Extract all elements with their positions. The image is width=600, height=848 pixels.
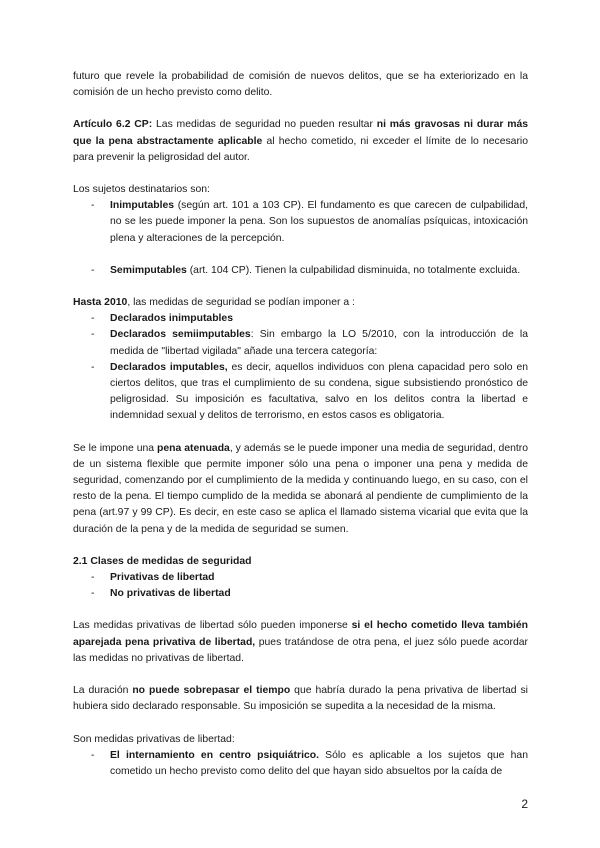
sujetos-intro: Los sujetos destinatarios son:	[73, 184, 210, 196]
son-medidas-list	[73, 748, 528, 780]
document-page	[73, 69, 528, 780]
sujetos-list	[73, 198, 528, 279]
page-number: 2	[521, 797, 528, 811]
article-label: Artículo 6.2 CP:	[73, 119, 153, 131]
paragraph-pena-atenuada: Se le impone una pena atenuada, y además se le puede imponer una media de seguridad, dentro de un sistema flexible que permite imponer sólo una pena o imponer una pena y medida de seguridad, comenzando por el cumplimiento de la medida y continuando luego, en su caso, con el resto de la pena. El tiempo cumplido de la medida se abonará al pendiente de cumplimiento de la pena (art.97 y 99 CP). Es decir, en este caso se aplica el llamado sistema vicarial que evita que la duración de la pena y de la medida de seguridad se sumen.	[73, 442, 528, 535]
hasta-2010-intro: Hasta 2010, las medidas de seguridad se podían imponer a :	[73, 297, 355, 309]
list-item: - Declarados imputables, es decir, aquellos individuos con plena capacidad pero solo en ciertos delitos, que tras el cumplimiento de su condena, sigue subsistiendo pronóstico de peligrosidad. Su imposición es facultativa, salvo en los delitos contra la libertad e indemnidad sexual y delitos de terrorismo, en estos casos es obligatoria.	[91, 361, 528, 422]
clases-list	[73, 570, 528, 602]
list-item: - Privativas de libertad	[91, 572, 215, 584]
list-item: - No privativas de libertad	[91, 588, 231, 600]
section-heading: 2.1 Clases de medidas de seguridad	[73, 555, 252, 567]
paragraph-articulo-6-2: Artículo 6.2 CP: Las medidas de seguridad no pueden resultar ni más gravosas ni durar más que la pena abstractamente aplicable al hecho cometido, ni exceder el límite de lo necesario para prevenir la peligrosidad del autor.	[73, 119, 529, 163]
list-item: - El internamiento en centro psiquiátrico. Sólo es aplicable a los sujetos que han cometido un hecho previsto como delito del que hayan sido absueltos por la caída de	[91, 749, 528, 777]
son-medidas-intro: Son medidas privativas de libertad:	[73, 733, 235, 745]
hasta-2010-list	[73, 311, 528, 424]
list-item: - Inimputables (según art. 101 a 103 CP). El fundamento es que carecen de culpabilidad, no se les puede imponer la pena. Son los supuestos de anomalías psíquicas, intoxicación plena y alteraciones de la percepción.	[91, 200, 528, 244]
paragraph-duracion: La duración no puede sobrepasar el tiempo que habría durado la pena privativa de libertad si hubiera sido declarado responsable. Su imposición se supedita a la necesidad de la misma.	[73, 685, 528, 713]
list-item: - Declarados semiimputables: Sin embargo la LO 5/2010, con la introducción de la medida de "libertad vigilada" añade una tercera categoría:	[91, 329, 528, 357]
list-item: - Semimputables (art. 104 CP). Tienen la culpabilidad disminuida, no totalmente excluida.	[91, 264, 521, 276]
paragraph-privativas: Las medidas privativas de libertad sólo pueden imponerse si el hecho cometido lleva también aparejada pena privativa de libertad, pues tratándose de otra pena, el juez sólo puede acordar las medidas no privativas de libertad.	[73, 620, 528, 664]
paragraph-continuation: futuro que revele la probabilidad de comisión de nuevos delitos, que se ha exteriorizado en la comisión de un hecho previsto como delito.	[73, 71, 528, 99]
list-item: - Declarados inimputables	[91, 313, 233, 325]
